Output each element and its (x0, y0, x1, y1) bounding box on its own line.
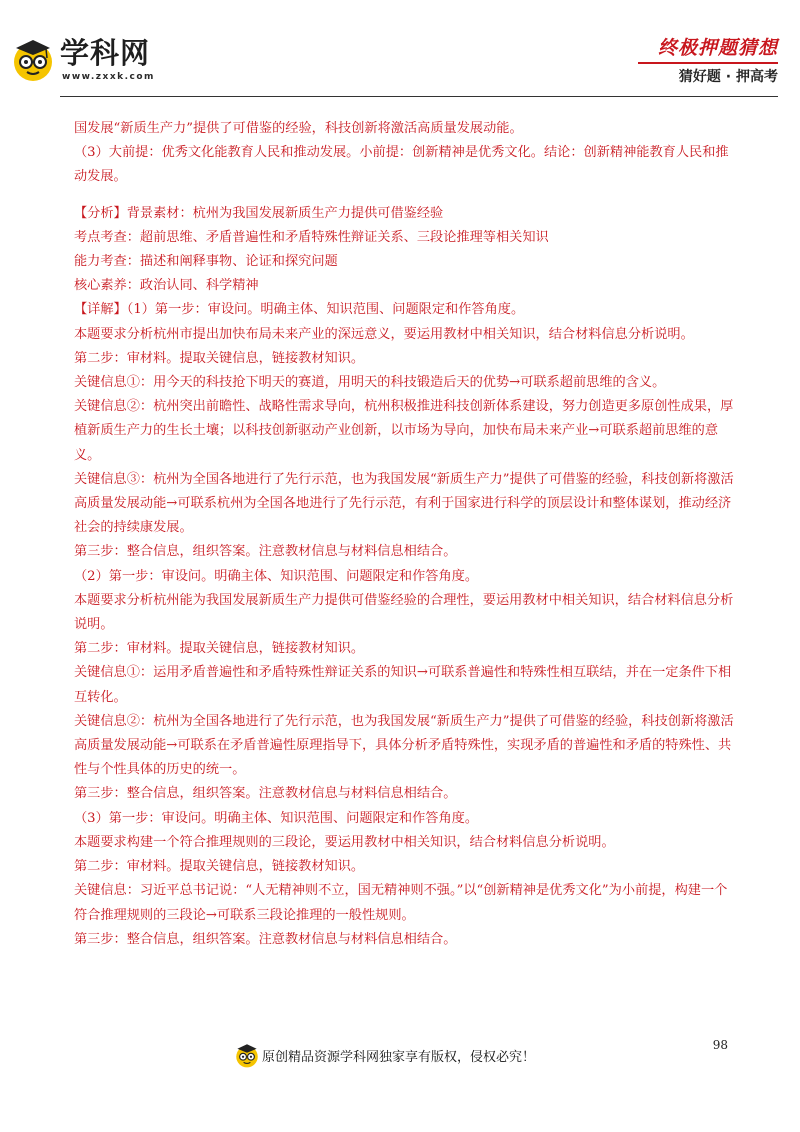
answer-paragraph: （3）大前提：优秀文化能教育人民和推动发展。小前提：创新精神是优秀文化。结论：创新精神能教育人民和推动发展。 (74, 145, 729, 185)
logo-url: www.zxxk.com (62, 72, 155, 82)
page-number: 98 (712, 1038, 728, 1052)
answer-paragraph: 第二步：审材料。提取关键信息，链接教材知识。 (74, 641, 365, 657)
answer-paragraph: 关键信息③：杭州为全国各地进行了先行示范，也为我国发展“新质生产力”提供了可借鉴的经验，科技创新将激活高质量发展动能→可联系杭州为全国各地进行了先行示范，有利于国家进行科学的顶层设计和整体谋划，推动经济社会的持续康发展。 (74, 471, 734, 536)
answer-paragraph: 第二步：审材料。提取关键信息，链接教材知识。 (74, 350, 365, 366)
answer-paragraph: 关键信息②：杭州突出前瞻性、战略性需求导向，杭州积极推进科技创新体系建设，努力创造更多原创性成果，厚植新质生产力的生长土壤；以科技创新驱动产业创新，以市场为导向，加快布局未来产业→可联系超前思维的意义。 (74, 399, 734, 463)
copyright-notice: 原创精品资源学科网独家享有版权，侵权必究！ (262, 1050, 536, 1065)
slogan: 终极押题猜想 (657, 37, 778, 59)
subslogan: 猜好题 · 押高考 (678, 69, 778, 85)
answer-paragraph: 本题要求分析杭州能为我国发展新质生产力提供可借鉴经验的合理性，要运用教材中相关知识，结合材料信息分析说明。 (74, 592, 734, 633)
answer-paragraph: 【详解】（1）第一步：审设问。明确主体、知识范围、问题限定和作答角度。 (74, 302, 525, 318)
answer-paragraph: 本题要求构建一个符合推理规则的三段论，要运用教材中相关知识，结合材料信息分析说明。 (74, 834, 615, 850)
slogan-underline (638, 62, 778, 64)
answer-paragraph: 第三步：整合信息，组织答案。注意教材信息与材料信息相结合。 (74, 786, 457, 802)
answer-paragraph: 本题要求分析杭州市提出加快布局未来产业的深远意义，要运用教材中相关知识，结合材料信息分析说明。 (74, 326, 694, 342)
page-header (0, 0, 800, 100)
answer-paragraph: 关键信息①：用今天的科技抢下明天的赛道，用明天的科技锻造后天的优势→可联系超前思维的含义。 (74, 375, 666, 391)
answer-paragraph: 考点考查：超前思维、矛盾普遍性和矛盾特殊性辩证关系、三段论推理等相关知识 (74, 229, 549, 245)
mascot-logo-icon (10, 36, 56, 82)
answer-paragraph: 关键信息①：运用矛盾普遍性和矛盾特殊性辩证关系的知识→可联系普遍性和特殊性相互联结，并在一定条件下相互转化。 (74, 665, 732, 705)
answer-paragraph: 【分析】背景素材：杭州为我国发展新质生产力提供可借鉴经验 (74, 205, 444, 221)
mascot-footer-icon (234, 1042, 260, 1068)
answer-paragraph: 核心素养：政治认同、科学精神 (74, 278, 259, 294)
answer-paragraph: 关键信息②：杭州为全国各地进行了先行示范，也为我国发展“新质生产力”提供了可借鉴的经验，科技创新将激活高质量发展动能→可联系在矛盾普遍性原理指导下，具体分析矛盾特殊性，实现矛盾的普遍性和矛盾的特殊性、共性与个性具体的历史的统一。 (74, 713, 734, 778)
answer-paragraph: 能力考查：描述和阐释事物、论证和探究问题 (74, 254, 338, 270)
logo-text: 学科网 (60, 36, 151, 70)
answer-paragraph: 第二步：审材料。提取关键信息，链接教材知识。 (74, 859, 365, 875)
answer-paragraph: 关键信息：习近平总书记说：“人无精神则不立，国无精神则不强。”以“创新精神是优秀文化”为小前提，构建一个符合推理规则的三段论→可联系三段论推理的一般性规则。 (74, 883, 728, 923)
answer-paragraph: 国发展“新质生产力”提供了可借鉴的经验，科技创新将激活高质量发展动能。 (74, 121, 523, 136)
answer-paragraph: 第三步：整合信息，组织答案。注意教材信息与材料信息相结合。 (74, 544, 457, 560)
answer-paragraph: （2）第一步：审设问。明确主体、知识范围、问题限定和作答角度。 (74, 568, 479, 584)
answer-content (74, 117, 738, 952)
page-footer (0, 1040, 800, 1080)
header-slogan-block (638, 36, 778, 87)
answer-paragraph: 第三步：整合信息，组织答案。注意教材信息与材料信息相结合。 (74, 931, 457, 947)
header-divider (60, 96, 778, 97)
answer-paragraph: （3）第一步：审设问。明确主体、知识范围、问题限定和作答角度。 (74, 810, 479, 826)
